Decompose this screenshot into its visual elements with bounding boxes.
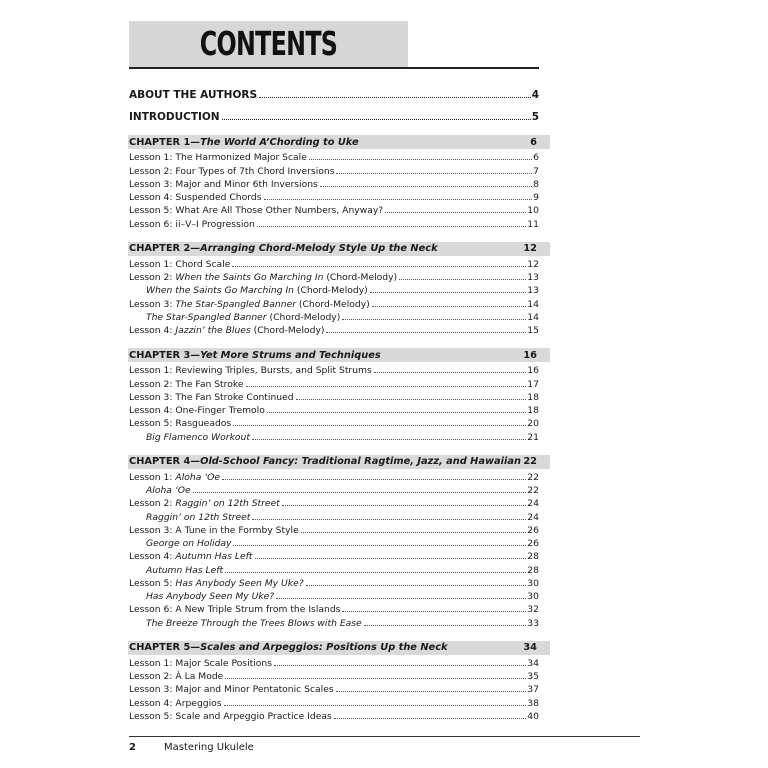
toc-entry-page: 26: [527, 538, 539, 549]
toc-lesson-entry[interactable]: [129, 390, 539, 403]
lesson-text: Lesson 5: What Are All Those Other Numbers, Anyway?: [129, 205, 384, 217]
toc-entry-label: [129, 152, 308, 163]
toc-entry-page: 24: [527, 511, 539, 523]
toc-entry-label: [129, 485, 192, 496]
lesson-song-title: The Star-Spangled Banner: [146, 311, 267, 323]
toc-entry-page: 18: [527, 391, 539, 403]
toc-entry-page: 28: [527, 551, 539, 563]
toc-lesson-entry[interactable]: [129, 470, 539, 483]
chapter-heading[interactable]: [128, 135, 550, 149]
toc-entry-page: 22: [527, 485, 539, 496]
lesson-song-title: Has Anybody Seen My Uke?: [146, 591, 275, 602]
toc-entry-page: 12: [527, 258, 539, 270]
toc-entry-page: 6: [533, 152, 539, 164]
toc-entry-page: 24: [527, 498, 539, 510]
dot-leader: [232, 266, 526, 267]
dot-leader: [225, 572, 526, 573]
footer-divider: [129, 736, 640, 737]
toc-lesson-entry[interactable]: [129, 669, 539, 682]
title-banner: [129, 21, 408, 67]
toc-entry-page: 40: [527, 710, 539, 722]
toc-lesson-entry[interactable]: [129, 257, 539, 270]
toc-lesson-entry[interactable]: [129, 403, 539, 416]
toc-entry-page: 13: [527, 272, 539, 283]
dot-leader: [385, 212, 526, 213]
toc-entry-page: 10: [527, 205, 539, 217]
lesson-text: Lesson 5: Rasgueados: [129, 418, 232, 430]
toc-entry-page: 15: [527, 325, 539, 336]
dot-leader: [276, 598, 526, 599]
toc-entry-label: [129, 578, 305, 589]
toc-lesson-entry[interactable]: [129, 549, 539, 562]
toc-entry-label: [129, 711, 333, 722]
toc-subentry[interactable]: [129, 615, 539, 628]
toc-entry-label: ABOUT THE AUTHORS: [129, 89, 258, 101]
toc-entry-label: [129, 219, 256, 230]
dot-leader: [334, 718, 527, 719]
lesson-song-title: Autumn Has Left: [175, 551, 253, 563]
lesson-song-title: The Breeze Through the Trees Blows with Ease: [146, 617, 362, 629]
lesson-song-title: The Star-Spangled Banner: [175, 298, 296, 310]
toc-lesson-entry[interactable]: [129, 496, 539, 509]
lesson-text: Lesson 1: Reviewing Triples, Bursts, and Split Strums: [129, 365, 372, 377]
toc-lesson-entry[interactable]: [129, 656, 539, 669]
dot-leader: [264, 199, 533, 200]
lesson-text: Lesson 4:: [129, 325, 176, 336]
chapter-title: [129, 456, 521, 467]
toc-entry-label: [129, 365, 373, 376]
toc-entry-label: [129, 525, 300, 536]
dot-leader: [252, 519, 526, 520]
toc-entry-label: [129, 166, 335, 177]
toc-entry-label: [129, 392, 295, 403]
toc-lesson-entry[interactable]: [129, 602, 539, 615]
lesson-song-title: Aloha ‘Oe: [175, 471, 221, 483]
chapter-title: [129, 350, 381, 361]
toc-lesson-entry[interactable]: [129, 216, 539, 229]
dot-leader: [233, 545, 526, 546]
toc-lesson-entry[interactable]: [129, 416, 539, 429]
lesson-text: Lesson 1: Chord Scale: [129, 258, 231, 270]
lesson-text: Lesson 2: The Fan Stroke: [129, 378, 244, 390]
lesson-text: Lesson 4: Suspended Chords: [129, 192, 262, 203]
dot-leader: [252, 439, 526, 440]
toc-entry-page: 22: [527, 471, 539, 483]
chapter-name: Scales and Arpeggios: Positions Up the Neck: [200, 642, 448, 653]
toc-entry-label: [129, 285, 369, 296]
lesson-song-title: Has Anybody Seen My Uke?: [175, 577, 304, 589]
toc-subentry[interactable]: [129, 310, 539, 323]
toc-subentry[interactable]: [129, 483, 539, 496]
lesson-text: Lesson 2:: [129, 498, 176, 510]
dot-leader: [399, 279, 526, 280]
dot-leader: [320, 186, 532, 187]
dot-leader: [193, 492, 527, 493]
toc-entry-label: [129, 551, 254, 562]
toc-entry-page: 32: [527, 604, 539, 616]
toc-entry-page: 30: [527, 591, 539, 602]
lesson-text: Lesson 4: One-Finger Tremolo: [129, 405, 265, 416]
dot-leader: [336, 691, 527, 692]
toc-lesson-entry[interactable]: [129, 296, 539, 309]
toc-lesson-entry[interactable]: [129, 177, 539, 190]
toc-entry-page: 20: [527, 418, 539, 430]
toc-lesson-entry[interactable]: [129, 376, 539, 389]
dot-leader: [259, 97, 531, 98]
chapter-heading[interactable]: [128, 348, 550, 362]
toc-entry-label: [129, 205, 384, 216]
toc-entry-page: 33: [527, 617, 539, 629]
toc-lesson-entry[interactable]: [129, 190, 539, 203]
toc-entry-label: [129, 671, 224, 682]
toc-subentry[interactable]: [129, 589, 539, 602]
toc-entry-label: [129, 684, 335, 695]
toc-lesson-entry[interactable]: [129, 709, 539, 722]
dot-leader: [274, 665, 526, 666]
lesson-text: Lesson 1: Major Scale Positions: [129, 657, 273, 669]
toc-entry-page: 11: [527, 218, 539, 230]
toc-entry-page: 14: [527, 311, 539, 323]
toc-entry-page: 18: [527, 405, 539, 416]
lesson-text: Lesson 6: ii–V–I Progression: [129, 218, 255, 230]
dot-leader: [222, 479, 526, 480]
chapter-name: Yet More Strums and Techniques: [200, 349, 381, 361]
chapter-number: CHAPTER 2—: [129, 243, 201, 254]
lesson-text: Lesson 3:: [129, 298, 176, 310]
chapter-number: CHAPTER 1—: [129, 136, 201, 148]
toc-lesson-entry[interactable]: [129, 163, 539, 176]
dot-leader: [257, 226, 526, 227]
lesson-song-title: When the Saints Go Marching In: [146, 285, 294, 297]
toc-entry-label: [129, 379, 245, 390]
lesson-suffix: (Chord-Melody): [296, 298, 370, 310]
toc-subentry[interactable]: [129, 562, 539, 575]
page-title: CONTENTS: [199, 24, 338, 63]
table-of-contents: [129, 79, 539, 722]
toc-entry-page: 4: [531, 89, 539, 101]
toc-entry-page: 26: [527, 524, 539, 536]
lesson-text: Lesson 5: Scale and Arpeggio Practice Ideas: [129, 710, 332, 722]
toc-entry-page: 17: [527, 378, 539, 390]
toc-entry-label: [129, 472, 221, 483]
dot-leader: [370, 292, 527, 293]
lesson-text: Lesson 2: À La Mode: [129, 671, 224, 682]
lesson-text: Lesson 3: Major and Minor Pentatonic Scales: [129, 684, 334, 696]
chapter-heading[interactable]: [128, 641, 550, 655]
toc-entry-label: [129, 299, 371, 310]
lesson-song-title: Aloha ‘Oe: [146, 485, 191, 496]
dot-leader: [309, 159, 532, 160]
toc-subentry[interactable]: [129, 283, 539, 296]
dot-leader: [374, 372, 527, 373]
toc-entry-page: 37: [527, 684, 539, 696]
dot-leader: [364, 625, 527, 626]
toc-entry-label: [129, 604, 341, 615]
chapter-title: [129, 642, 448, 653]
toc-entry-label: [129, 405, 266, 416]
toc-lesson-entry[interactable]: [129, 323, 539, 336]
toc-entry-page: 28: [527, 564, 539, 576]
lesson-song-title: Big Flamenco Workout: [146, 431, 250, 443]
toc-lesson-entry[interactable]: [129, 682, 539, 695]
toc-entry-label: [129, 325, 325, 336]
chapter-number: CHAPTER 4—: [129, 456, 201, 467]
chapter-title: [129, 243, 438, 254]
dot-leader: [301, 532, 527, 533]
toc-entry-label: [129, 312, 341, 323]
chapter-number: CHAPTER 3—: [129, 349, 201, 361]
dot-leader: [342, 319, 526, 320]
toc-entry-label: [129, 658, 273, 669]
toc-entry-page: 8: [533, 178, 539, 190]
dot-leader: [246, 386, 527, 387]
toc-entry-page: 34: [527, 657, 539, 669]
toc-entry-label: [129, 538, 232, 549]
lesson-text: Lesson 3: Major and Minor 6th Inversions: [129, 178, 318, 190]
chapter-page: 12: [523, 243, 537, 254]
toc-entry-page: 21: [527, 431, 539, 443]
lesson-song-title: Raggin’ on 12th Street: [146, 511, 251, 523]
toc-entry-page: 5: [531, 111, 539, 123]
lesson-song-title: When the Saints Go Marching In: [175, 272, 324, 283]
dot-leader: [224, 705, 527, 706]
chapter-heading[interactable]: [128, 455, 550, 469]
lesson-text: Lesson 1:: [129, 471, 176, 483]
lesson-text: Lesson 1: The Harmonized Major Scale: [129, 152, 307, 164]
chapter-heading[interactable]: [128, 242, 550, 256]
toc-entry-introduction[interactable]: [129, 101, 539, 123]
lesson-suffix: (Chord-Melody): [266, 311, 341, 323]
toc-lesson-entry[interactable]: [129, 695, 539, 708]
toc-entry-label: [129, 418, 232, 429]
toc-lesson-entry[interactable]: [129, 270, 539, 283]
chapter-title: [129, 137, 359, 148]
dot-leader: [296, 399, 527, 400]
toc-entry-page: 9: [533, 192, 539, 203]
lesson-text: Lesson 3: A Tune in the Formby Style: [129, 524, 299, 536]
dot-leader: [326, 332, 526, 333]
lesson-text: Lesson 5:: [129, 577, 176, 589]
toc-entry-label: [129, 192, 263, 203]
lesson-song-title: George on Holiday: [146, 538, 232, 549]
dot-leader: [255, 558, 527, 559]
lesson-text: Lesson 2:: [129, 272, 176, 283]
toc-entry-page: 30: [527, 577, 539, 589]
lesson-text: Lesson 6: A New Triple Strum from the Islands: [129, 604, 341, 616]
toc-entry-about-the-authors[interactable]: [129, 79, 539, 101]
toc-lesson-entry[interactable]: [129, 363, 539, 376]
toc-lesson-entry[interactable]: [129, 576, 539, 589]
toc-entry-label: [129, 179, 319, 190]
chapter-name: The World A’Chording to Uke: [200, 136, 359, 148]
lesson-text: Lesson 4: Arpeggios: [129, 697, 222, 709]
toc-subentry[interactable]: [129, 429, 539, 442]
toc-entry-label: [129, 698, 223, 709]
toc-entry-label: INTRODUCTION: [129, 111, 220, 123]
dot-leader: [267, 412, 526, 413]
toc-entry-page: 7: [533, 165, 539, 177]
dot-leader: [372, 306, 527, 307]
chapter-page: 22: [523, 456, 537, 467]
toc-entry-page: 38: [527, 697, 539, 709]
toc-lesson-entry[interactable]: [129, 203, 539, 216]
toc-subentry[interactable]: [129, 536, 539, 549]
chapter-name: Old-School Fancy: Traditional Ragtime, Jazz, and Hawaiian: [200, 456, 521, 467]
lesson-song-title: Raggin’ on 12th Street: [175, 498, 280, 510]
toc-entry-label: [129, 259, 231, 270]
toc-entry-label: [129, 591, 275, 602]
chapter-number: CHAPTER 5—: [129, 642, 201, 653]
lesson-suffix: (Chord-Melody): [250, 325, 325, 336]
title-divider: [129, 67, 539, 69]
toc-subentry[interactable]: [129, 509, 539, 522]
toc-lesson-entry[interactable]: [129, 523, 539, 536]
lesson-suffix: (Chord-Melody): [323, 272, 398, 283]
chapter-page: 16: [523, 349, 537, 361]
lesson-song-title: Jazzin’ the Blues: [175, 325, 251, 336]
toc-lesson-entry[interactable]: [129, 150, 539, 163]
dot-leader: [282, 505, 526, 506]
toc-entry-page: 16: [527, 365, 539, 377]
footer-page-number: 2: [129, 742, 136, 753]
toc-entry-label: [129, 618, 363, 629]
chapter-name: Arranging Chord-Melody Style Up the Neck: [200, 243, 438, 254]
dot-leader: [336, 173, 532, 174]
dot-leader: [233, 425, 526, 426]
toc-entry-page: 35: [527, 671, 539, 682]
dot-leader: [306, 585, 527, 586]
footer-book-title: Mastering Ukulele: [164, 742, 254, 753]
toc-entry-label: [129, 498, 281, 509]
toc-entry-label: [129, 432, 251, 443]
toc-entry-label: [129, 272, 398, 283]
lesson-suffix: (Chord-Melody): [293, 285, 368, 297]
chapter-list: [129, 135, 539, 722]
chapter-page: 6: [530, 136, 537, 148]
toc-entry-page: 14: [527, 298, 539, 310]
dot-leader: [225, 678, 526, 679]
lesson-text: Lesson 4:: [129, 551, 176, 563]
toc-entry-page: 13: [527, 285, 539, 297]
lesson-text: Lesson 3: The Fan Stroke Continued: [129, 391, 294, 403]
toc-entry-label: [129, 512, 251, 523]
dot-leader: [342, 611, 526, 612]
lesson-song-title: Autumn Has Left: [146, 564, 224, 576]
lesson-text: Lesson 2: Four Types of 7th Chord Inversions: [129, 165, 335, 177]
dot-leader: [222, 119, 531, 120]
toc-entry-label: [129, 565, 224, 576]
chapter-page: 34: [523, 642, 537, 653]
